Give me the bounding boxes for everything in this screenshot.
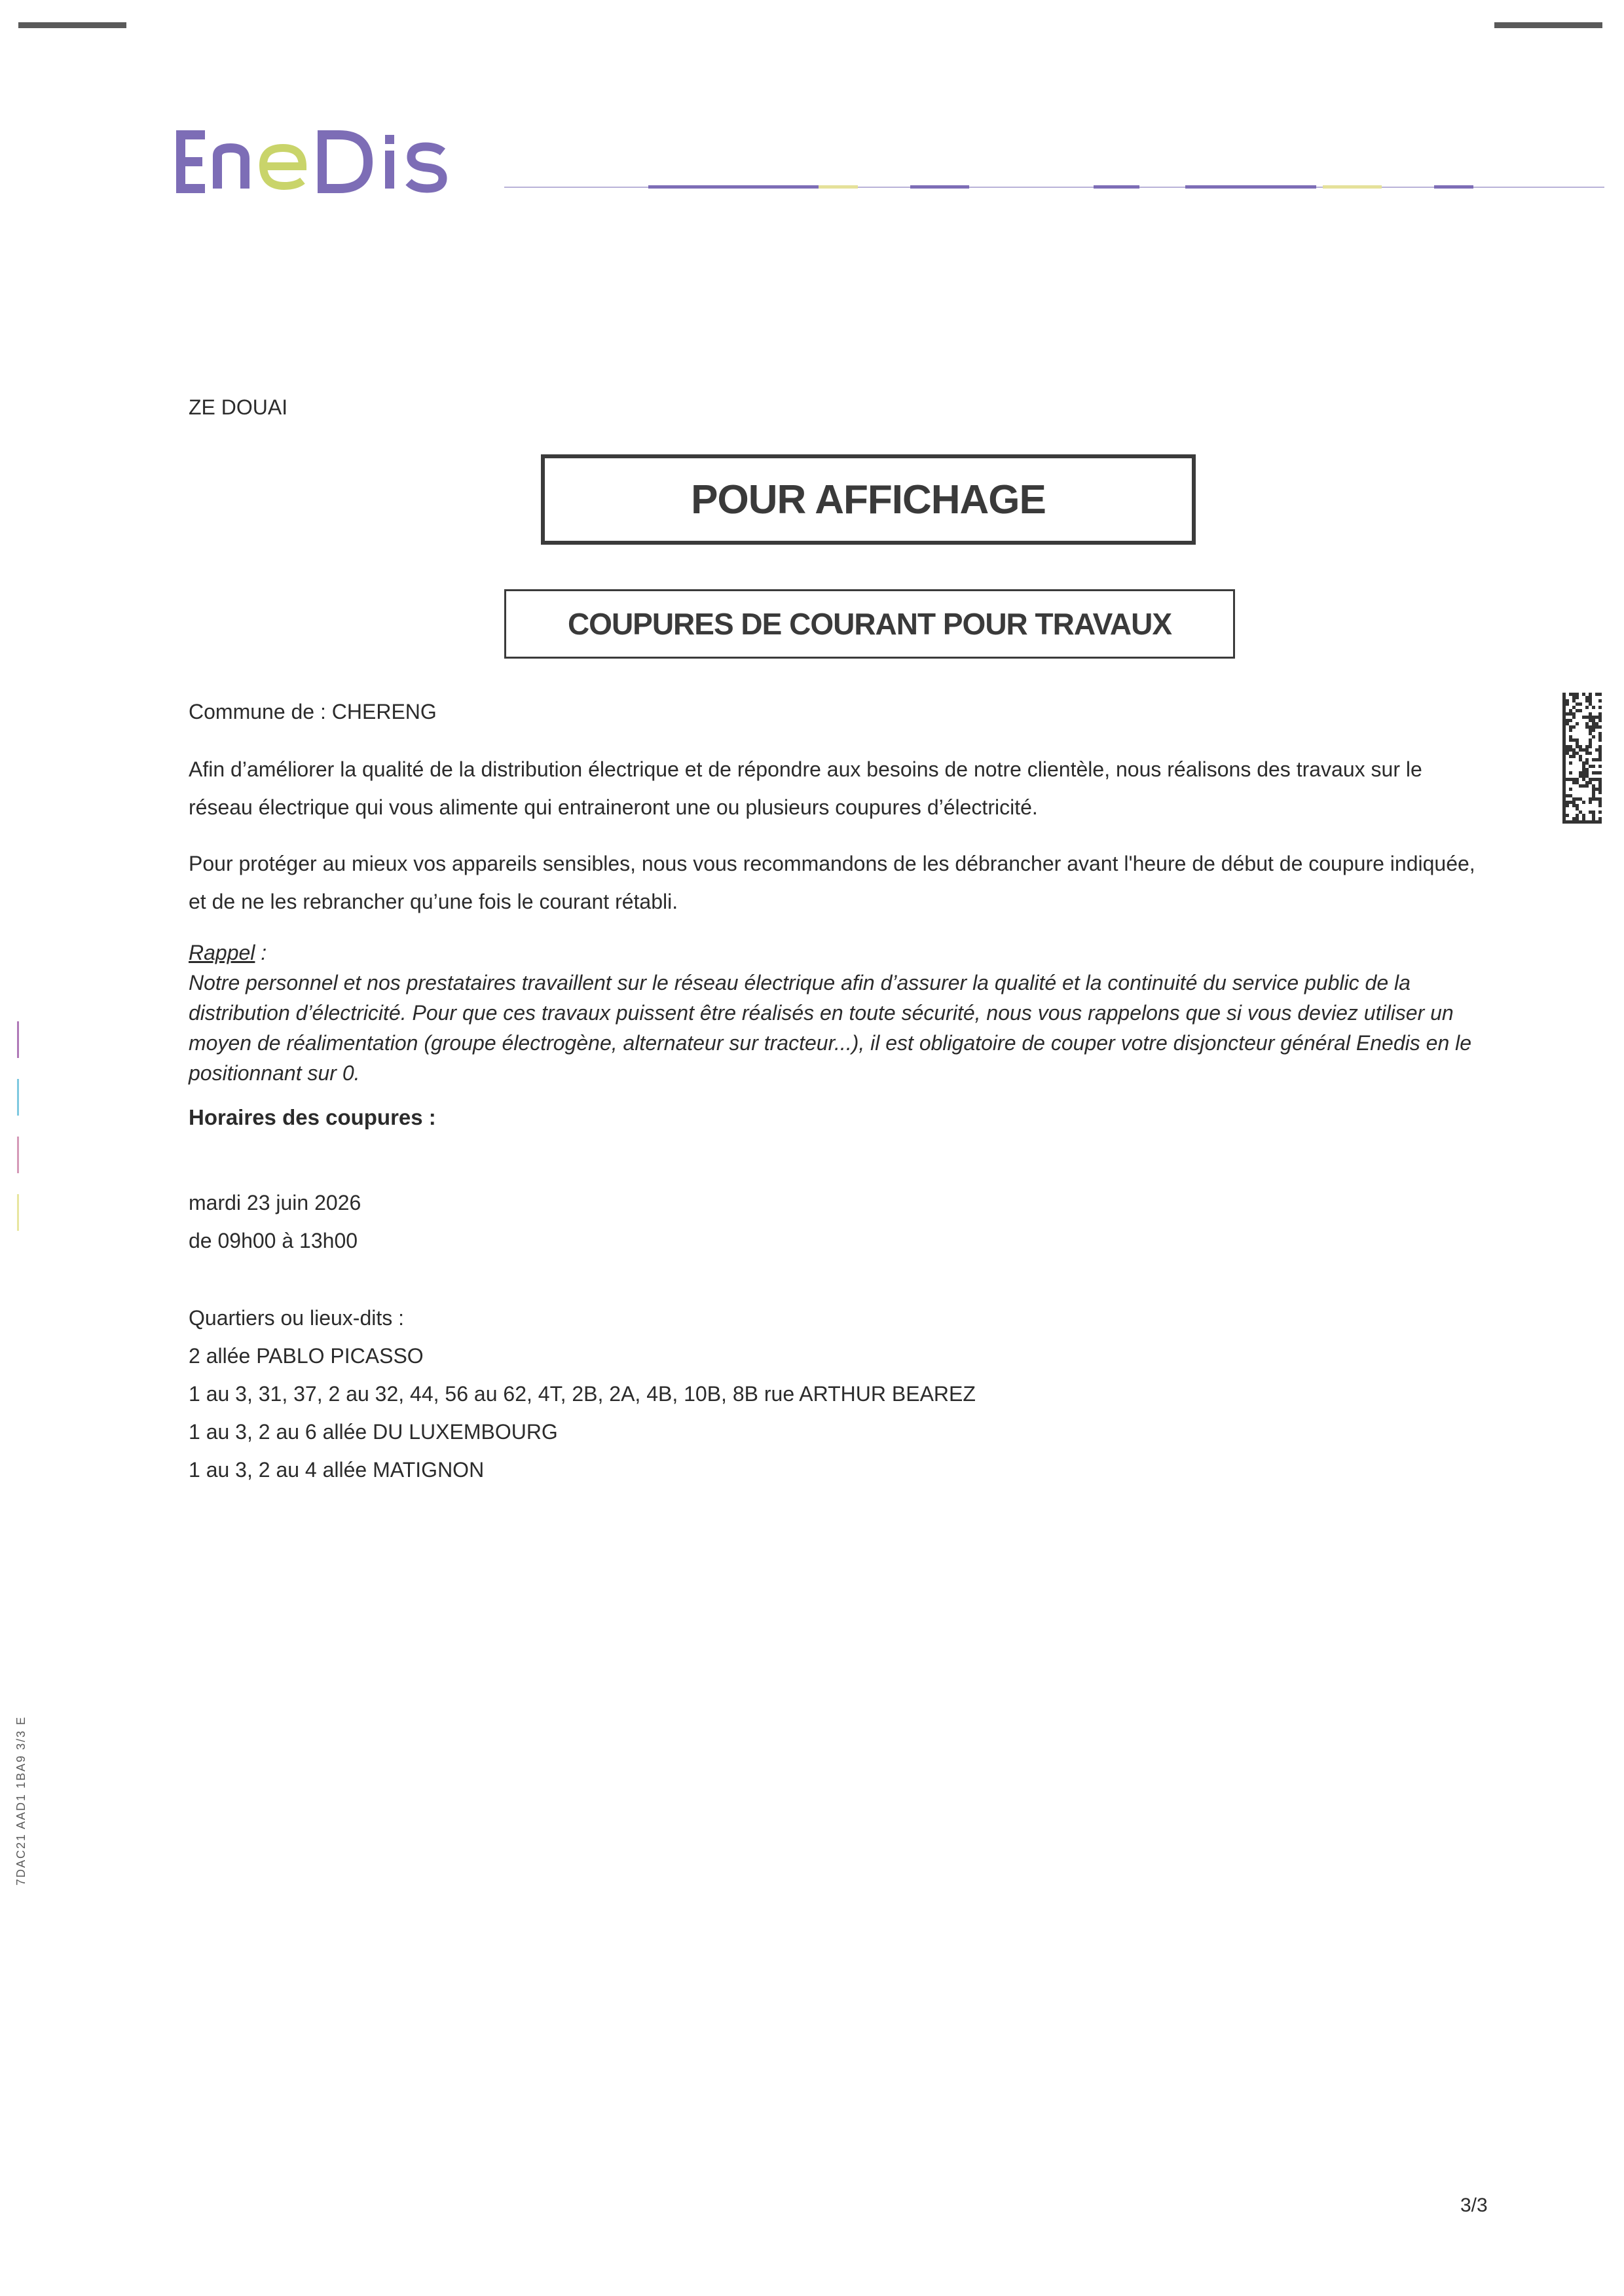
datamatrix-module bbox=[1562, 709, 1566, 712]
margin-mark bbox=[17, 1079, 19, 1116]
datamatrix-module bbox=[1592, 814, 1595, 817]
datamatrix-module bbox=[1598, 712, 1602, 716]
datamatrix-module bbox=[1585, 784, 1589, 788]
datamatrix-module bbox=[1572, 755, 1576, 758]
datamatrix-module bbox=[1576, 807, 1579, 811]
datamatrix-module bbox=[1592, 729, 1595, 732]
datamatrix-module bbox=[1566, 752, 1569, 755]
datamatrix-module bbox=[1576, 781, 1579, 784]
datamatrix-module bbox=[1562, 693, 1566, 696]
datamatrix-module bbox=[1572, 738, 1576, 742]
datamatrix-module bbox=[1582, 784, 1585, 788]
datamatrix-module bbox=[1562, 712, 1566, 716]
margin-mark bbox=[17, 1021, 19, 1058]
datamatrix-module bbox=[1576, 778, 1579, 781]
datamatrix-module bbox=[1562, 745, 1566, 748]
datamatrix-module bbox=[1598, 771, 1602, 774]
rappel-label: Rappel bbox=[189, 941, 255, 964]
datamatrix-module bbox=[1589, 820, 1592, 824]
datamatrix-module bbox=[1582, 761, 1585, 765]
datamatrix-module bbox=[1592, 811, 1595, 814]
datamatrix-module bbox=[1566, 712, 1569, 716]
datamatrix-module bbox=[1589, 716, 1592, 719]
datamatrix-module bbox=[1579, 748, 1582, 752]
datamatrix-module bbox=[1582, 778, 1585, 781]
datamatrix-module bbox=[1589, 719, 1592, 722]
datamatrix-module bbox=[1589, 742, 1592, 745]
datamatrix-module bbox=[1598, 788, 1602, 791]
datamatrix-module bbox=[1572, 781, 1576, 784]
datamatrix-module bbox=[1566, 794, 1569, 797]
datamatrix-module bbox=[1566, 699, 1569, 702]
datamatrix-module bbox=[1598, 801, 1602, 804]
datamatrix-module bbox=[1579, 709, 1582, 712]
datamatrix-module bbox=[1592, 771, 1595, 774]
datamatrix-module bbox=[1576, 820, 1579, 824]
datamatrix-module bbox=[1585, 722, 1589, 725]
datamatrix-module bbox=[1569, 755, 1572, 758]
datamatrix-module bbox=[1562, 814, 1566, 817]
datamatrix-module bbox=[1566, 702, 1569, 706]
datamatrix-module bbox=[1595, 716, 1598, 719]
datamatrix-module bbox=[1579, 758, 1582, 761]
datamatrix-module bbox=[1598, 791, 1602, 794]
margin-mark bbox=[17, 1137, 19, 1173]
datamatrix-module bbox=[1562, 784, 1566, 788]
datamatrix-module bbox=[1589, 693, 1592, 696]
datamatrix-module bbox=[1572, 748, 1576, 752]
datamatrix-module bbox=[1572, 725, 1576, 729]
datamatrix-module bbox=[1585, 761, 1589, 765]
datamatrix-module bbox=[1572, 817, 1576, 820]
datamatrix-module bbox=[1562, 738, 1566, 742]
datamatrix-module bbox=[1569, 778, 1572, 781]
datamatrix-module bbox=[1569, 788, 1572, 791]
datamatrix-module bbox=[1595, 788, 1598, 791]
datamatrix-module bbox=[1585, 725, 1589, 729]
datamatrix-module bbox=[1576, 722, 1579, 725]
datamatrix-module bbox=[1562, 817, 1566, 820]
datamatrix-module bbox=[1576, 693, 1579, 696]
datamatrix-module bbox=[1598, 784, 1602, 788]
datamatrix-module bbox=[1562, 768, 1566, 771]
datamatrix-module bbox=[1592, 716, 1595, 719]
datamatrix-module bbox=[1589, 811, 1592, 814]
datamatrix-module bbox=[1562, 748, 1566, 752]
list-item: 1 au 3, 2 au 4 allée MATIGNON bbox=[189, 1458, 485, 1482]
list-item: 1 au 3, 31, 37, 2 au 32, 44, 56 au 62, 4T, 2B, 2A, 4B, 10B, 8B rue ARTHUR BEAREZ bbox=[189, 1382, 976, 1406]
datamatrix-module bbox=[1582, 820, 1585, 824]
rappel-text: Notre personnel et nos prestataires travaillent sur le réseau électrique afin d’assurer la qualité et la continuité du service public de la distribution d’électricité. Pour que ces travaux puissent être réalisés en toute sécurité, nous vous rappelons que si vous deviez utiliser un moyen de réalimentation (groupe électrogène, alternateur sur tracteur...), il est obligatoire de couper votre disjoncteur général Enedis en le positionnant sur 0. bbox=[189, 971, 1472, 1085]
datamatrix-module bbox=[1589, 781, 1592, 784]
enedis-logo bbox=[174, 126, 482, 198]
datamatrix-module bbox=[1576, 709, 1579, 712]
datamatrix-module bbox=[1566, 745, 1569, 748]
datamatrix-module bbox=[1562, 781, 1566, 784]
datamatrix-module bbox=[1598, 817, 1602, 820]
places-title: Quartiers ou lieux-dits : bbox=[189, 1306, 405, 1330]
datamatrix-module bbox=[1569, 820, 1572, 824]
datamatrix-module bbox=[1595, 797, 1598, 801]
datamatrix-module bbox=[1592, 788, 1595, 791]
datamatrix-module bbox=[1595, 758, 1598, 761]
datamatrix-module bbox=[1592, 820, 1595, 824]
datamatrix-module bbox=[1598, 732, 1602, 735]
datamatrix-module bbox=[1582, 748, 1585, 752]
datamatrix-module bbox=[1589, 696, 1592, 699]
margin-code: 7DAC21 AAD1 1BA9 3/3 E bbox=[14, 1715, 28, 1886]
datamatrix-module bbox=[1569, 693, 1572, 696]
datamatrix-module bbox=[1598, 755, 1602, 758]
datamatrix-module bbox=[1598, 820, 1602, 824]
datamatrix-module bbox=[1592, 758, 1595, 761]
datamatrix-module bbox=[1598, 719, 1602, 722]
datamatrix-module bbox=[1585, 758, 1589, 761]
datamatrix-module bbox=[1589, 765, 1592, 768]
datamatrix-module bbox=[1589, 778, 1592, 781]
datamatrix-module bbox=[1585, 771, 1589, 774]
datamatrix-module bbox=[1569, 712, 1572, 716]
datamatrix-module bbox=[1572, 712, 1576, 716]
horaires-title: Horaires des coupures : bbox=[189, 1105, 436, 1129]
list-item: 1 au 3, 2 au 6 allée DU LUXEMBOURG bbox=[189, 1420, 558, 1444]
datamatrix-module bbox=[1569, 794, 1572, 797]
datamatrix-module bbox=[1562, 732, 1566, 735]
datamatrix-module bbox=[1562, 729, 1566, 732]
datamatrix-module bbox=[1592, 722, 1595, 725]
datamatrix-module bbox=[1579, 811, 1582, 814]
datamatrix-module bbox=[1562, 797, 1566, 801]
datamatrix-module bbox=[1562, 722, 1566, 725]
datamatrix-module bbox=[1589, 797, 1592, 801]
datamatrix-module bbox=[1598, 738, 1602, 742]
datamatrix-module bbox=[1566, 801, 1569, 804]
datamatrix-module bbox=[1582, 814, 1585, 817]
datamatrix-module bbox=[1569, 719, 1572, 722]
datamatrix-module bbox=[1592, 791, 1595, 794]
paragraph-advice: Pour protéger au mieux vos appareils sensibles, nous vous recommandons de les débrancher avant l'heure de début de coupure indiquée, et de ne les rebrancher qu’une fois le courant rétabli. bbox=[189, 852, 1475, 913]
datamatrix-module bbox=[1595, 725, 1598, 729]
datamatrix-module bbox=[1589, 712, 1592, 716]
datamatrix-module bbox=[1562, 702, 1566, 706]
datamatrix-module bbox=[1589, 738, 1592, 742]
datamatrix-module bbox=[1598, 797, 1602, 801]
datamatrix-module bbox=[1569, 709, 1572, 712]
margin-color-marks bbox=[17, 1021, 21, 1231]
datamatrix-module bbox=[1572, 801, 1576, 804]
datamatrix-module bbox=[1585, 706, 1589, 709]
scan-corner-mark-right bbox=[1494, 22, 1602, 28]
datamatrix-module bbox=[1589, 699, 1592, 702]
list-item: 2 allée PABLO PICASSO bbox=[189, 1344, 424, 1368]
datamatrix-module bbox=[1572, 820, 1576, 824]
datamatrix-module bbox=[1572, 696, 1576, 699]
datamatrix-module bbox=[1566, 722, 1569, 725]
banner-title: POUR AFFICHAGE bbox=[541, 454, 1196, 545]
datamatrix-module bbox=[1569, 801, 1572, 804]
datamatrix-module bbox=[1579, 771, 1582, 774]
datamatrix-module bbox=[1582, 716, 1585, 719]
datamatrix-module bbox=[1562, 699, 1566, 702]
datamatrix-module bbox=[1566, 814, 1569, 817]
datamatrix-module bbox=[1585, 696, 1589, 699]
datamatrix-module bbox=[1582, 768, 1585, 771]
schedule-time: de 09h00 à 13h00 bbox=[189, 1229, 358, 1252]
datamatrix-module bbox=[1598, 716, 1602, 719]
datamatrix-module bbox=[1562, 811, 1566, 814]
datamatrix-module bbox=[1582, 801, 1585, 804]
datamatrix-module bbox=[1569, 761, 1572, 765]
rappel-label-suffix: : bbox=[255, 941, 267, 964]
schedule bbox=[189, 1184, 361, 1260]
datamatrix-module bbox=[1592, 784, 1595, 788]
datamatrix-module bbox=[1582, 774, 1585, 778]
datamatrix-module bbox=[1572, 752, 1576, 755]
datamatrix-module bbox=[1598, 765, 1602, 768]
datamatrix-module bbox=[1582, 817, 1585, 820]
datamatrix-module bbox=[1576, 742, 1579, 745]
datamatrix-module bbox=[1585, 752, 1589, 755]
datamatrix-module bbox=[1562, 719, 1566, 722]
datamatrix-module bbox=[1569, 745, 1572, 748]
datamatrix-module bbox=[1589, 729, 1592, 732]
datamatrix-module bbox=[1562, 820, 1566, 824]
datamatrix-module bbox=[1598, 748, 1602, 752]
datamatrix-module bbox=[1592, 706, 1595, 709]
datamatrix-module bbox=[1562, 725, 1566, 729]
datamatrix-module bbox=[1569, 725, 1572, 729]
datamatrix-module bbox=[1598, 804, 1602, 807]
datamatrix-module bbox=[1582, 771, 1585, 774]
datamatrix-module bbox=[1562, 735, 1566, 738]
datamatrix-module bbox=[1562, 794, 1566, 797]
datamatrix-module bbox=[1576, 702, 1579, 706]
datamatrix-module bbox=[1562, 696, 1566, 699]
datamatrix-module bbox=[1566, 820, 1569, 824]
datamatrix-module bbox=[1579, 820, 1582, 824]
margin-mark bbox=[17, 1194, 19, 1231]
datamatrix-module bbox=[1562, 788, 1566, 791]
datamatrix-module bbox=[1562, 706, 1566, 709]
datamatrix-module bbox=[1595, 722, 1598, 725]
datamatrix-module bbox=[1562, 791, 1566, 794]
datamatrix-module bbox=[1582, 765, 1585, 768]
datamatrix-module bbox=[1566, 778, 1569, 781]
scan-corner-mark-left bbox=[18, 22, 126, 28]
datamatrix-module bbox=[1598, 758, 1602, 761]
datamatrix-module bbox=[1585, 781, 1589, 784]
datamatrix-module bbox=[1572, 716, 1576, 719]
datamatrix-module bbox=[1562, 778, 1566, 781]
datamatrix-module bbox=[1589, 732, 1592, 735]
datamatrix-module bbox=[1566, 719, 1569, 722]
datamatrix-module bbox=[1592, 719, 1595, 722]
datamatrix-module bbox=[1595, 778, 1598, 781]
datamatrix-module bbox=[1595, 820, 1598, 824]
page-number: 3/3 bbox=[1460, 2195, 1488, 2216]
sender: ZE DOUAI bbox=[189, 395, 288, 419]
rappel-block bbox=[189, 938, 1492, 1088]
datamatrix-module bbox=[1585, 774, 1589, 778]
datamatrix-module bbox=[1595, 771, 1598, 774]
datamatrix-module bbox=[1576, 745, 1579, 748]
datamatrix-module bbox=[1569, 771, 1572, 774]
datamatrix-module bbox=[1562, 752, 1566, 755]
datamatrix-module bbox=[1576, 804, 1579, 807]
datamatrix-module bbox=[1579, 745, 1582, 748]
datamatrix-module bbox=[1576, 814, 1579, 817]
datamatrix-module bbox=[1595, 693, 1598, 696]
datamatrix-module bbox=[1598, 735, 1602, 738]
datamatrix-module bbox=[1572, 804, 1576, 807]
datamatrix-module bbox=[1562, 758, 1566, 761]
paragraph-intro: Afin d’améliorer la qualité de la distribution électrique et de répondre aux besoins de notre clientèle, nous réalisons des travaux sur le réseau électrique qui vous alimente qui entraineront une ou plusieurs coupures d’électricité. bbox=[189, 757, 1422, 819]
datamatrix-module bbox=[1589, 702, 1592, 706]
datamatrix-module bbox=[1585, 768, 1589, 771]
datamatrix-module bbox=[1576, 696, 1579, 699]
datamatrix-module bbox=[1572, 693, 1576, 696]
datamatrix-module bbox=[1598, 745, 1602, 748]
places-list bbox=[189, 1299, 976, 1489]
datamatrix-module bbox=[1572, 778, 1576, 781]
datamatrix-module bbox=[1562, 761, 1566, 765]
datamatrix-module bbox=[1598, 781, 1602, 784]
datamatrix-module bbox=[1585, 745, 1589, 748]
datamatrix-module bbox=[1598, 725, 1602, 729]
datamatrix-module bbox=[1579, 797, 1582, 801]
datamatrix-module bbox=[1579, 755, 1582, 758]
datamatrix-module bbox=[1592, 778, 1595, 781]
datamatrix-module bbox=[1562, 755, 1566, 758]
datamatrix-module bbox=[1592, 735, 1595, 738]
datamatrix-module bbox=[1572, 699, 1576, 702]
datamatrix-module bbox=[1579, 774, 1582, 778]
datamatrix-module bbox=[1592, 817, 1595, 820]
datamatrix-module bbox=[1598, 693, 1602, 696]
datamatrix-module bbox=[1585, 820, 1589, 824]
banner-subtitle: COUPURES DE COURANT POUR TRAVAUX bbox=[504, 589, 1235, 659]
schedule-date: mardi 23 juin 2026 bbox=[189, 1191, 361, 1214]
datamatrix-module bbox=[1585, 748, 1589, 752]
datamatrix-module bbox=[1576, 738, 1579, 742]
datamatrix-module bbox=[1589, 725, 1592, 729]
datamatrix-module bbox=[1562, 765, 1566, 768]
datamatrix-module bbox=[1598, 811, 1602, 814]
datamatrix-module bbox=[1589, 752, 1592, 755]
datamatrix-module bbox=[1562, 801, 1566, 804]
datamatrix-module bbox=[1566, 804, 1569, 807]
datamatrix-module bbox=[1592, 725, 1595, 729]
datamatrix-module bbox=[1592, 797, 1595, 801]
datamatrix-module bbox=[1585, 699, 1589, 702]
datamatrix-module bbox=[1589, 745, 1592, 748]
datamatrix-module bbox=[1569, 735, 1572, 738]
datamatrix-module bbox=[1589, 801, 1592, 804]
datamatrix-module bbox=[1598, 752, 1602, 755]
datamatrix-module bbox=[1562, 807, 1566, 811]
datamatrix-module bbox=[1569, 729, 1572, 732]
datamatrix-module bbox=[1562, 742, 1566, 745]
datamatrix-module bbox=[1569, 738, 1572, 742]
datamatrix-module bbox=[1562, 804, 1566, 807]
datamatrix-code bbox=[1562, 693, 1602, 824]
datamatrix-module bbox=[1598, 706, 1602, 709]
datamatrix-module bbox=[1572, 797, 1576, 801]
datamatrix-module bbox=[1562, 774, 1566, 778]
header-rule bbox=[504, 185, 1604, 190]
commune: Commune de : CHERENG bbox=[189, 700, 437, 723]
datamatrix-module bbox=[1585, 716, 1589, 719]
datamatrix-module bbox=[1566, 748, 1569, 752]
datamatrix-module bbox=[1595, 748, 1598, 752]
datamatrix-module bbox=[1598, 778, 1602, 781]
datamatrix-module bbox=[1592, 765, 1595, 768]
datamatrix-module bbox=[1579, 702, 1582, 706]
datamatrix-module bbox=[1562, 771, 1566, 774]
datamatrix-module bbox=[1569, 748, 1572, 752]
datamatrix-module bbox=[1572, 706, 1576, 709]
datamatrix-module bbox=[1592, 794, 1595, 797]
datamatrix-module bbox=[1576, 817, 1579, 820]
datamatrix-module bbox=[1579, 784, 1582, 788]
datamatrix-module bbox=[1576, 752, 1579, 755]
datamatrix-module bbox=[1576, 797, 1579, 801]
datamatrix-module bbox=[1562, 716, 1566, 719]
datamatrix-module bbox=[1582, 693, 1585, 696]
datamatrix-module bbox=[1598, 699, 1602, 702]
